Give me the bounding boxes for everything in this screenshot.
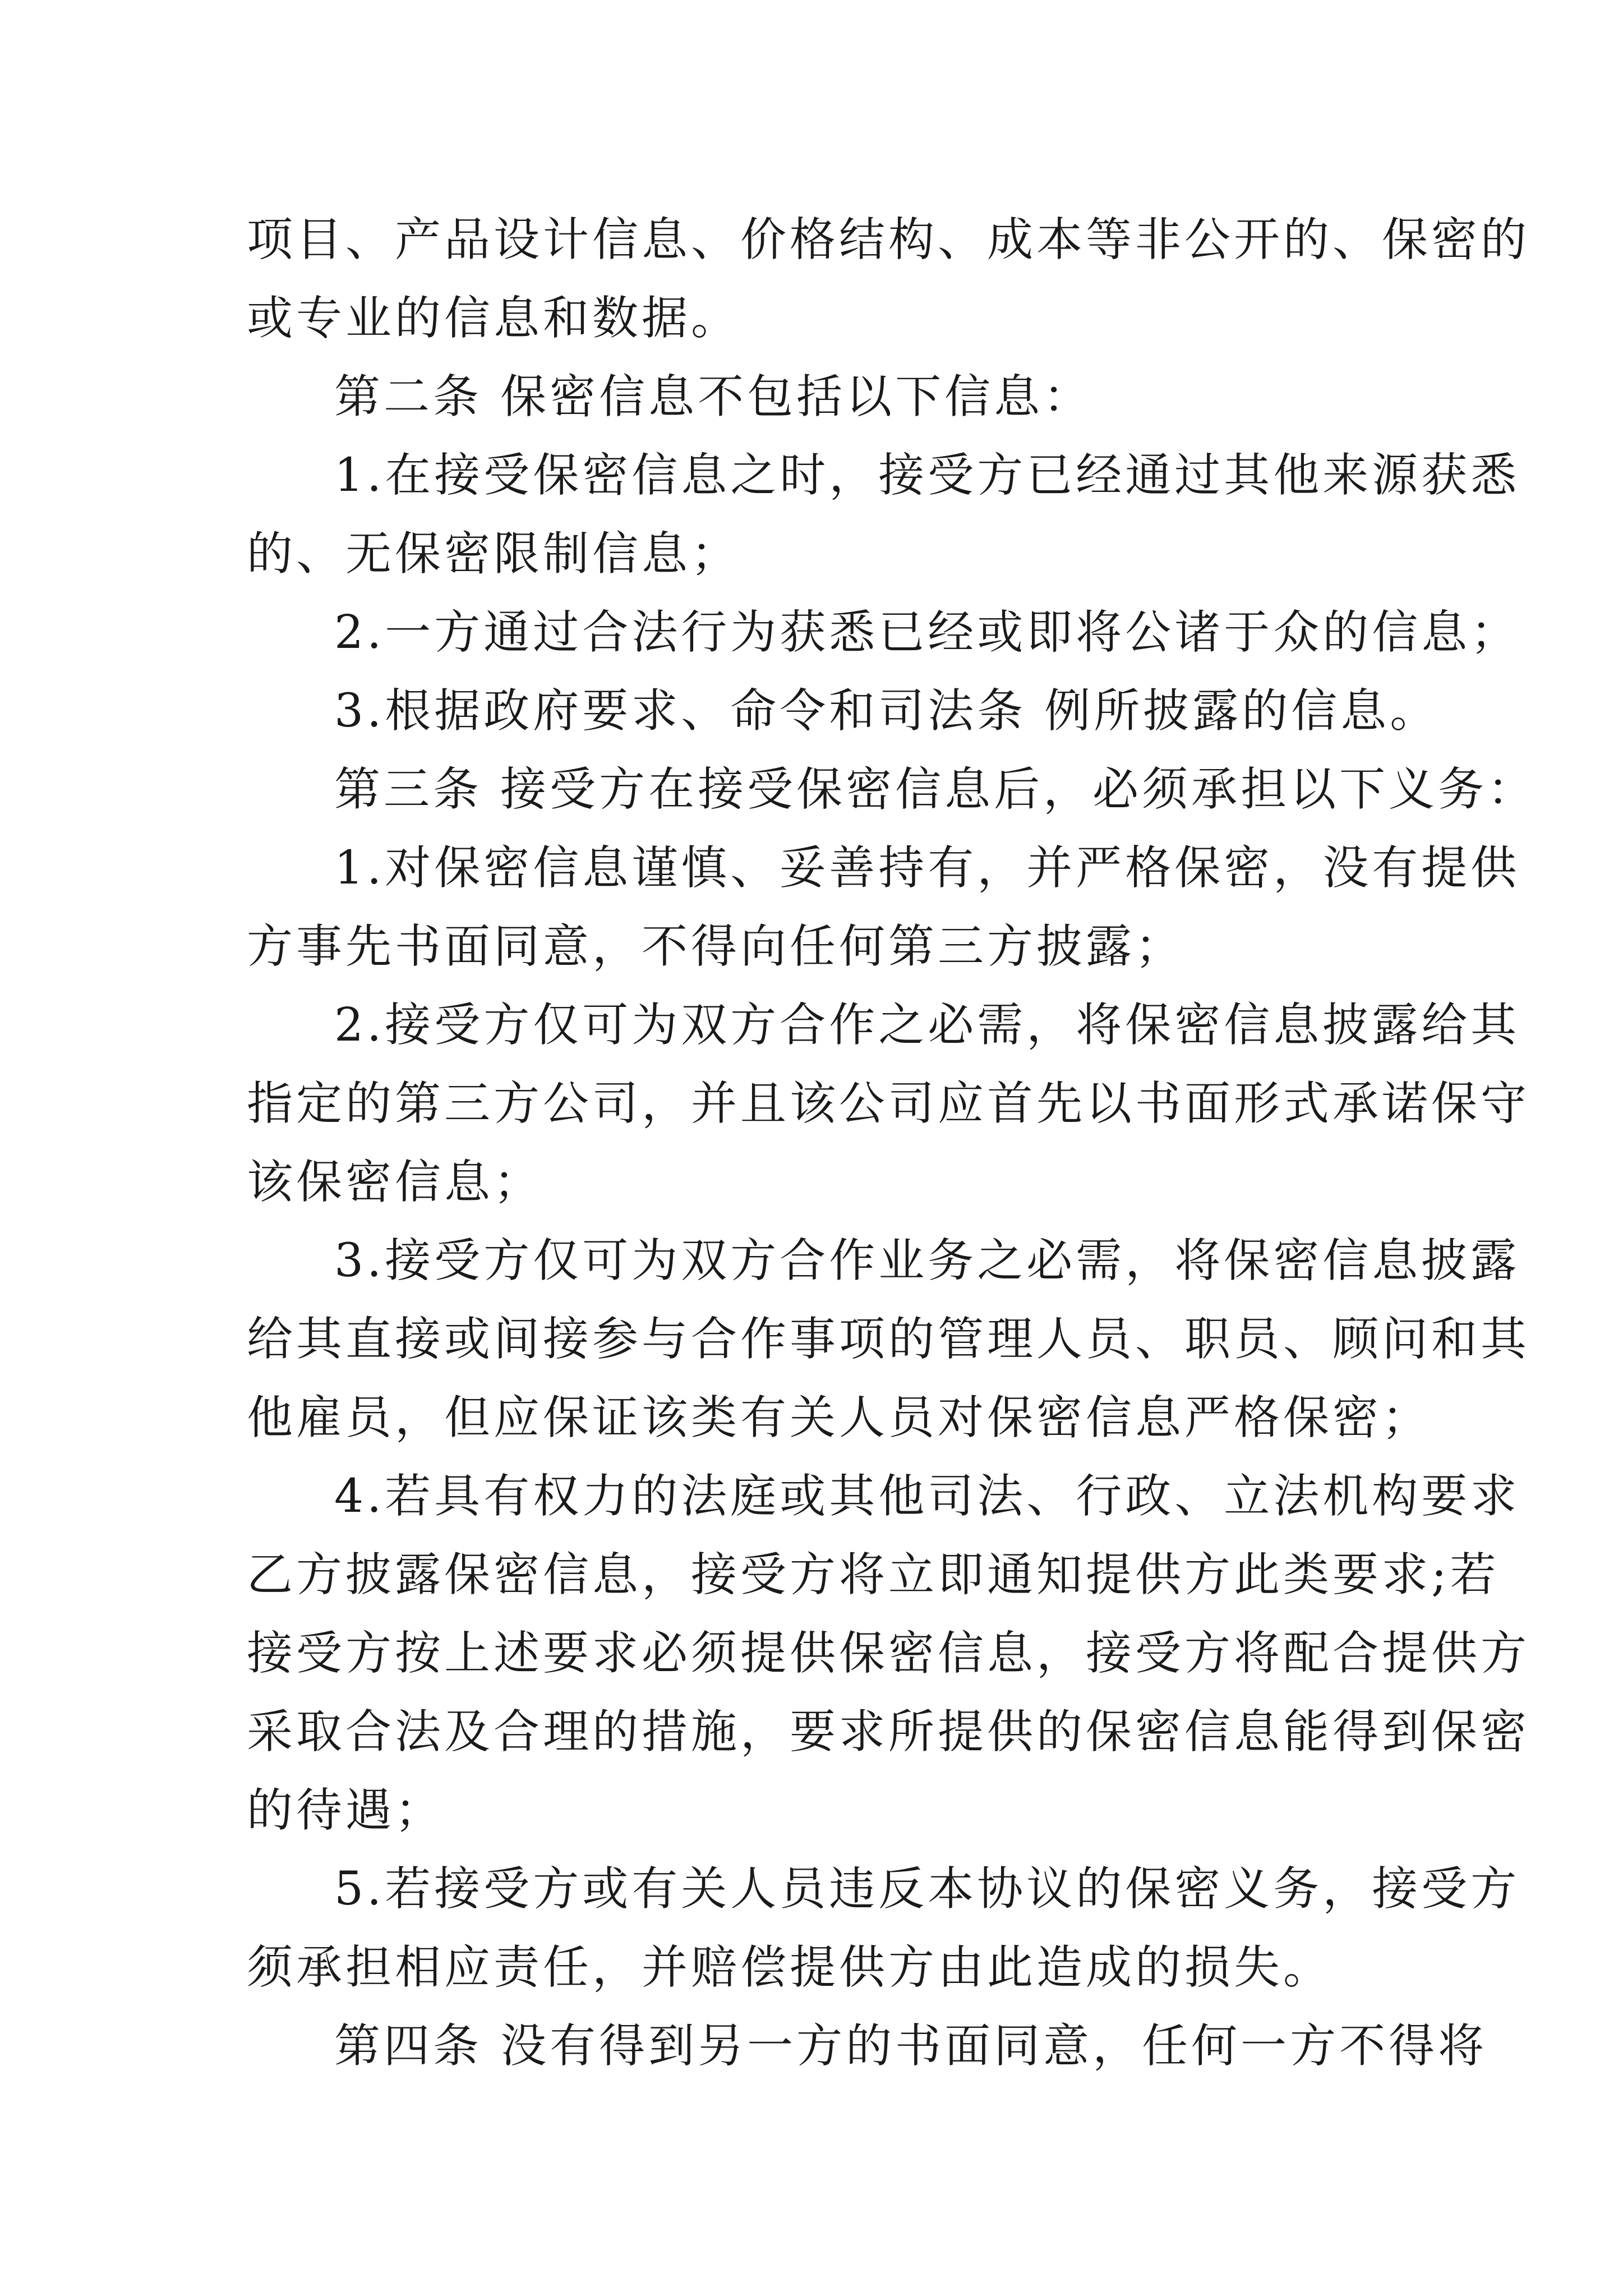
text-line: 2.接受方仅可为双方合作之必需，将保密信息披露给其 — [334, 999, 1520, 1052]
text-line: 的、无保密限制信息； — [247, 527, 741, 581]
text-line: 1.在接受保密信息之时，接受方已经通过其他来源获悉 — [334, 449, 1520, 502]
text-line: 给其直接或间接参与合作事项的管理人员、职员、顾问和其 — [247, 1313, 1530, 1366]
article-heading: 第四条 没有得到另一方的书面同意，任何一方不得将 — [334, 2019, 1488, 2073]
text-line: 方事先书面同意，不得向任何第三方披露； — [247, 920, 1185, 973]
text-line: 乙方披露保密信息，接受方将立即通知提供方此类要求;若 — [247, 1548, 1500, 1602]
text-line: 接受方按上述要求必须提供保密信息，接受方将配合提供方 — [247, 1627, 1530, 1680]
text-line: 5.若接受方或有关人员违反本协议的保密义务，接受方 — [334, 1862, 1520, 1916]
text-line: 3.接受方仅可为双方合作业务之必需，将保密信息披露 — [334, 1234, 1520, 1287]
text-line: 的待遇； — [247, 1784, 445, 1837]
text-line: 须承担相应责任，并赔偿提供方由此造成的损失。 — [247, 1941, 1333, 1994]
text-line: 4.若具有权力的法庭或其他司法、行政、立法机构要求 — [334, 1470, 1520, 1523]
text-line: 1.对保密信息谨慎、妥善持有，并严格保密，没有提供 — [334, 841, 1520, 895]
text-line: 该保密信息； — [247, 1156, 543, 1209]
text-line: 指定的第三方公司，并且该公司应首先以书面形式承诺保守 — [247, 1077, 1530, 1130]
article-heading: 第二条 保密信息不包括以下信息： — [334, 370, 1093, 424]
text-line: 他雇员，但应保证该类有关人员对保密信息严格保密； — [247, 1391, 1432, 1444]
text-line: 项目、产品设计信息、价格结构、成本等非公开的、保密的 — [247, 213, 1530, 266]
text-line: 2.一方通过合法行为获悉已经或即将公诸于众的信息； — [334, 606, 1520, 659]
article-heading: 第三条 接受方在接受保密信息后，必须承担以下义务： — [334, 763, 1537, 816]
text-line: 或专业的信息和数据。 — [247, 292, 741, 345]
text-line: 采取合法及合理的措施，要求所提供的保密信息能得到保密 — [247, 1705, 1530, 1759]
text-line: 3.根据政府要求、命令和司法条 例所披露的信息。 — [334, 684, 1440, 738]
